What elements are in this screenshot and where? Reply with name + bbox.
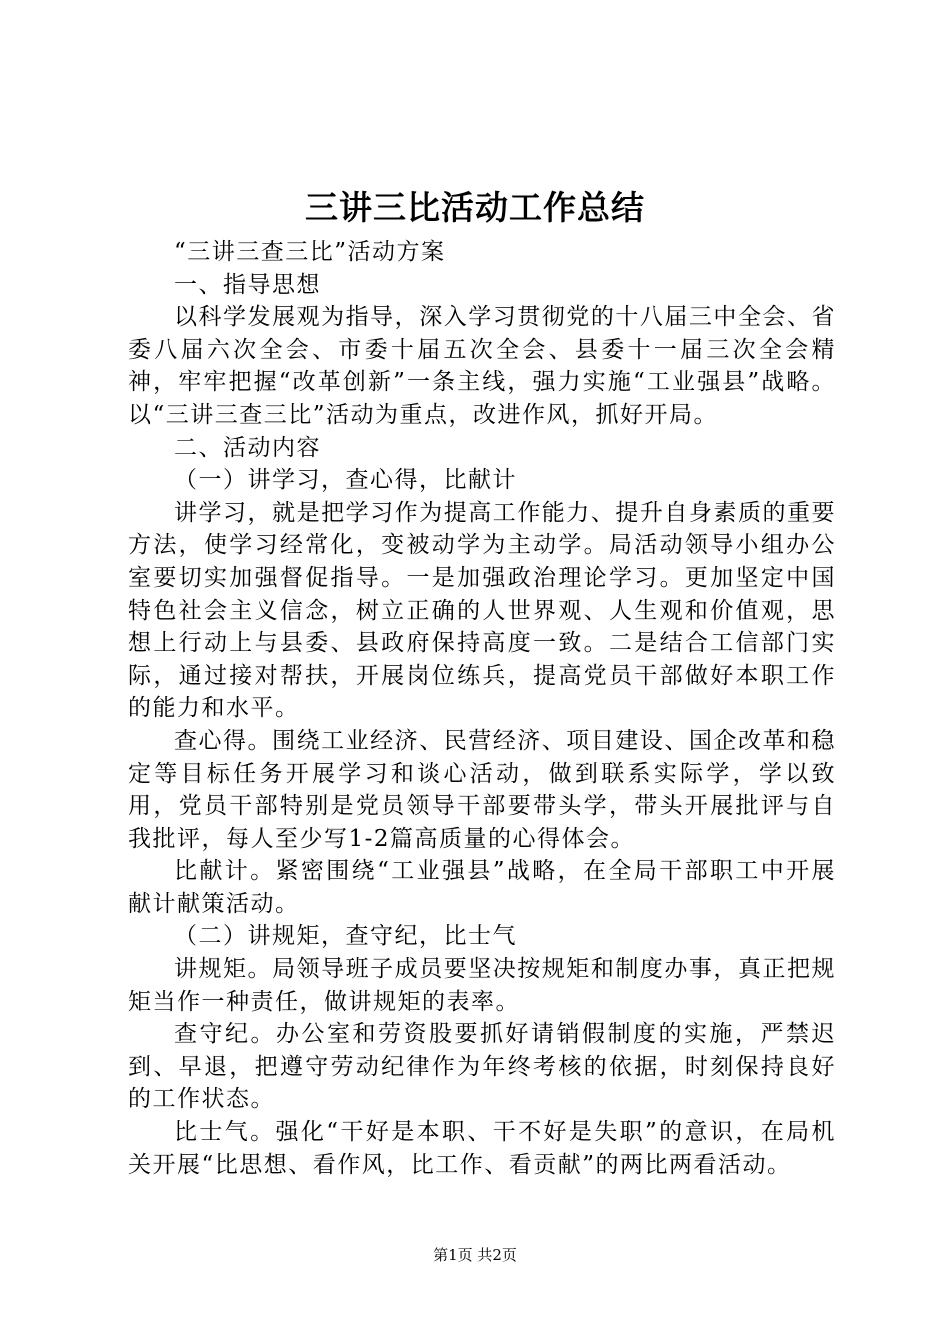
paragraph: 比士气。强化“干好是本职、干不好是失职”的意识，在局机关开展“比思想、看作风，比工作、看贡献”的两比两看活动。 [128, 1119, 836, 1178]
paragraph: 查心得。围绕工业经济、民营经济、项目建设、国企改革和稳定等目标任务开展学习和谈心活动，做到联系实际学，学以致用，党员干部特别是党员领导干部要带头学，带头开展批评与自我批评，每人至少写1-2篇高质量的心得体会。 [128, 727, 836, 852]
subheading: （二）讲规矩，查守纪，比士气 [174, 923, 517, 950]
heading-activity-content: 二、活动内容 [174, 434, 321, 461]
paragraph: 查守纪。办公室和劳资股要抓好请销假制度的实施，严禁迟到、早退，把遵守劳动纪律作为年终考核的依据，时刻保持良好的工作状态。 [128, 1021, 836, 1113]
document-body [128, 236, 836, 1181]
paragraph: 讲规矩。局领导班子成员要坚决按规矩和制度办事，真正把规矩当作一种责任，做讲规矩的表率。 [128, 956, 836, 1015]
page-indicator: 第1页 共2页 [433, 1246, 517, 1264]
paragraph: 比献计。紧密围绕“工业强县”战略，在全局干部职工中开展献计献策活动。 [128, 858, 836, 917]
paragraph-plan-title: “三讲三查三比”活动方案 [174, 239, 446, 265]
document-title: 三讲三比活动工作总结 [305, 188, 645, 227]
heading-guiding-thought: 一、指导思想 [174, 271, 321, 298]
paragraph: 以科学发展观为指导，深入学习贯彻党的十八届三中全会、省委八届六次全会、市委十届五次全会、县委十一届三次全会精神，牢牢把握“改革创新”一条主线，强力实施“工业强县”战略。以“三讲三查三比”活动为重点，改进作风，抓好开局。 [128, 304, 836, 428]
subheading: （一）讲学习，查心得，比献计 [174, 467, 517, 494]
paragraph: 讲学习，就是把学习作为提高工作能力、提升自身素质的重要方法，使学习经常化，变被动学为主动学。局活动领导小组办公室要切实加强督促指导。一是加强政治理论学习。更加坚定中国特色社会主义信念，树立正确的人世界观、人生观和价值观，思想上行动上与县委、县政府保持高度一致。二是结合工信部门实际，通过接对帮扶，开展岗位练兵，提高党员干部做好本职工作的能力和水平。 [128, 499, 836, 722]
